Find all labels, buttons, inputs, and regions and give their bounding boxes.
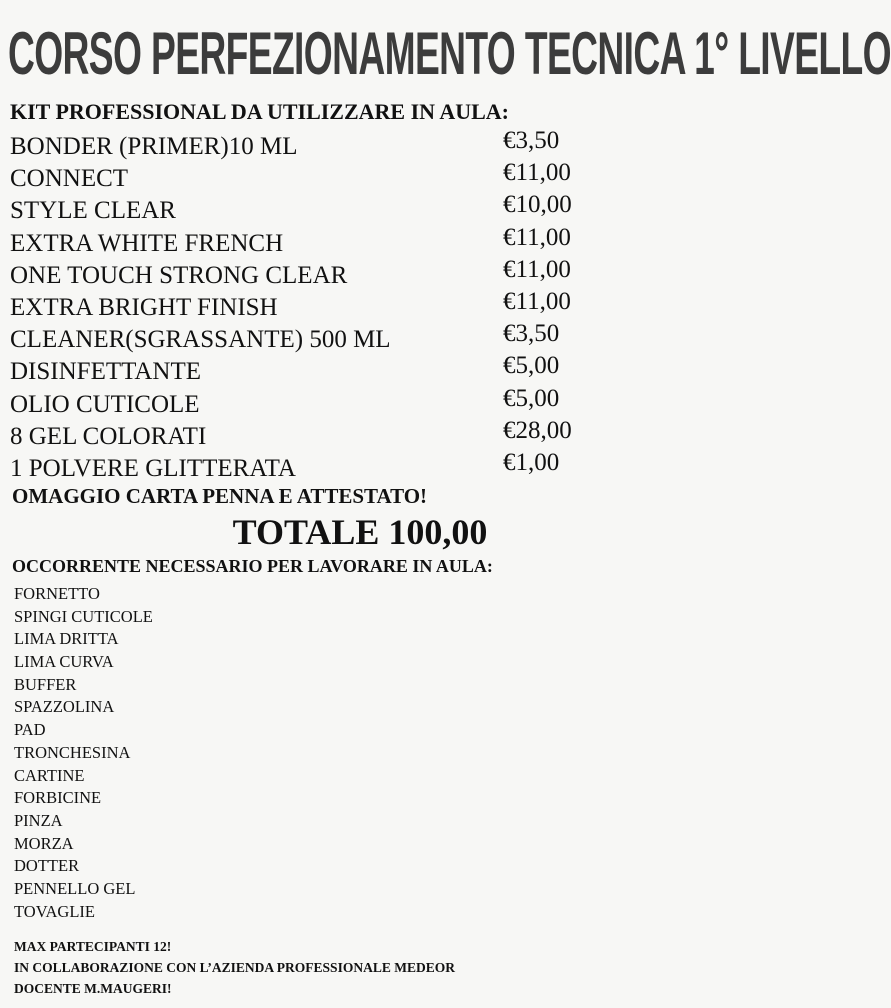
required-item: CARTINE [14, 765, 85, 785]
kit-item [10, 352, 710, 389]
kit-item-name: STYLE CLEAR [10, 197, 176, 225]
page-title: CORSO PERFEZIONAMENTO TECNICA 1° LIVELLO [8, 20, 891, 87]
kit-item [10, 191, 710, 228]
required-heading: OCCORRENTE NECESSARIO PER LAVORARE IN AULA: [12, 556, 493, 576]
required-item: PAD [14, 720, 46, 740]
kit-item-name: CONNECT [10, 165, 129, 193]
kit-item-price: €3,50 [503, 127, 560, 154]
required-item: TRONCHESINA [14, 742, 131, 762]
required-item: LIMA CURVA [14, 652, 114, 672]
gift-note: OMAGGIO CARTA PENNA E ATTESTATO! [12, 484, 428, 508]
kit-price-list [10, 127, 710, 486]
required-item: BUFFER [14, 674, 77, 694]
kit-item-price: €11,00 [503, 223, 571, 251]
kit-item [10, 255, 710, 293]
kit-item-name: DISINFETTANTE [10, 358, 202, 386]
kit-item-price: €11,00 [503, 255, 571, 283]
footer-notes [14, 936, 455, 999]
kit-item-name: 1 POLVERE GLITTERATA [10, 454, 296, 482]
kit-item-price: €11,00 [503, 287, 571, 315]
kit-item [10, 159, 710, 196]
required-item: MORZA [14, 833, 74, 853]
kit-item-name: ONE TOUCH STRONG CLEAR [10, 261, 348, 289]
required-item: SPINGI CUTICOLE [14, 606, 153, 626]
kit-item-name: EXTRA BRIGHT FINISH [10, 293, 278, 321]
required-items-list [14, 583, 153, 923]
kit-item-price: €5,00 [503, 352, 560, 380]
kit-item [10, 287, 710, 325]
total-price: TOTALE 100,00 [232, 512, 488, 552]
collaboration-note: IN COLLABORAZIONE CON L’AZIENDA PROFESSIONALE MEDEOR [14, 960, 455, 975]
kit-item-name: 8 GEL COLORATI [10, 422, 207, 450]
required-item: PENNELLO GEL [14, 878, 136, 898]
required-item: SPAZZOLINA [14, 697, 115, 717]
max-participants-note: MAX PARTECIPANTI 12! [14, 939, 172, 954]
kit-item [10, 384, 710, 422]
required-item: PINZA [14, 810, 63, 830]
required-item: FORNETTO [14, 584, 100, 603]
kit-item-name: EXTRA WHITE FRENCH [10, 229, 284, 257]
kit-item [10, 223, 710, 261]
kit-item-price: €28,00 [503, 416, 572, 444]
kit-item-name: OLIO CUTICOLE [10, 390, 200, 418]
kit-item [10, 127, 710, 164]
kit-item-name: BONDER (PRIMER)10 ML [10, 133, 298, 160]
required-item: TOVAGLIE [14, 901, 95, 921]
kit-item-price: €10,00 [503, 191, 572, 219]
kit-item-price: €3,50 [503, 320, 560, 348]
kit-item-price: €5,00 [503, 384, 560, 412]
kit-item-price: €1,00 [503, 448, 560, 476]
kit-heading: KIT PROFESSIONAL DA UTILIZZARE IN AULA: [10, 99, 509, 124]
kit-item-price: €11,00 [503, 159, 571, 187]
required-item: LIMA DRITTA [14, 629, 119, 649]
required-item: FORBICINE [14, 788, 102, 808]
teacher-note: DOCENTE M.MAUGERI! [14, 981, 172, 996]
kit-item [10, 320, 710, 357]
kit-item [10, 416, 710, 454]
kit-item-name: CLEANER(SGRASSANTE) 500 ML [10, 326, 391, 354]
required-item: DOTTER [14, 856, 80, 876]
